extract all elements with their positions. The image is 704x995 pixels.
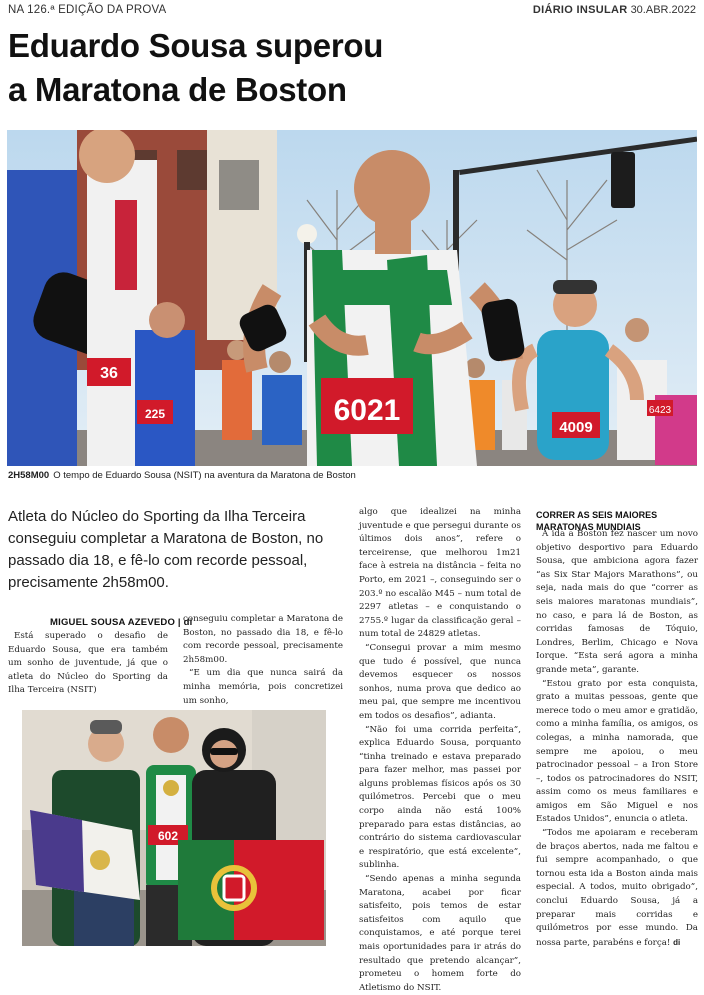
main-photo (7, 130, 697, 466)
col1-paragraph: Está superado o desafio de Eduardo Sousa, que era também um sonho de juventude, já que o atleta do Núcleo do Sporting da Ilha Terceira (NSIT) (8, 631, 168, 696)
edition-label: NA 126.ª EDIÇÃO DA PROVA (8, 4, 167, 16)
col2-paragraph-2: “E um dia que nunca sairá da minha memória, pois concretizei um sonho, (183, 668, 343, 706)
col3-paragraph-3: “Não foi uma corrida perfeita”, explica Eduardo Sousa, porquanto “tinha treinado e estava preparado para fazer melhor, mas passei por alguns problemas físicos após os 30 quilómetros. Percebi que o meu corpo ainda não está 100% preparado para estas distâncias, ao contrário do sistema cardiovascular e respiratório, que está excelente”, sublinha. (359, 724, 521, 871)
caption-text: O tempo de Eduardo Sousa (NSIT) na aventura da Maratona de Boston (53, 470, 356, 481)
col4-paragraph-3-text: “Todos me apoiaram e receberam de braços abertos, nada me faltou e fui sempre acompanhado, o que tornou esta ida a Boston ainda mais especial. A todos, muito obrigado”, conclui Eduardo Sousa, já a preparar mais corridas e quilómetros por esse mundo. Da nossa parte, parabéns e força! (536, 828, 698, 948)
byline: MIGUEL SOUSA AZEVEDO | di (50, 617, 193, 628)
section-subhead: CORRER AS SEIS MAIORES MARATONAS MUNDIAIS (536, 510, 658, 532)
photo-caption (8, 470, 356, 481)
bib-right: 4009 (559, 419, 593, 436)
caption-time: 2H58M00 (8, 470, 50, 481)
body-column-4 (536, 528, 698, 950)
bib-far: 6423 (648, 405, 672, 416)
group-photo (22, 710, 326, 946)
publication-info (533, 4, 696, 16)
col3-paragraph-4: “Sendo apenas a minha segunda Maratona, acabei por ficar satisfeito, pois temos de estar satisfeitos com aquilo que conquistamos, e até porque terei mais oportunidades para ir atrás do resultado que pretendo alcançar”, prometeu o homem forte do Atletismo do NSIT. (359, 874, 521, 993)
col4-paragraph-1: A ida a Boston fez nascer um novo objetivo desportivo para Eduardo Sousa, que ambiciona agora fazer “as Six Star Majors Marathons”, ou seja, nada mais do que “correr as seis maiores maratonas mundiais”, no caso, e para lá de Boston, as corridas famosas de Tóquio, Londres, Berlim, Chicago e Nova Iorque. “Esta será agora a minha grande meta”, garante. (536, 529, 698, 675)
col4-paragraph-2: “Estou grato por esta conquista, grato a muitas pessoas, gente que merece todo o meu amor e gratidão, como a minha família, os amigos, os colegas, a minha namorada, que sempre me apoiou, o meu patrocinador pessoal – a Iron Store –, todos os patrocinadores do NSIT, assim como os meus familiares e amigos em São Miguel e nos Estados Unidos”, enuncia o atleta. (536, 678, 698, 825)
bib-small: 602 (157, 829, 179, 843)
body-column-3 (359, 506, 521, 995)
publication-name: DIÁRIO INSULAR (532, 4, 628, 16)
body-column-2 (183, 613, 343, 708)
article-lead: Atleta do Núcleo do Sporting da Ilha Terceira conseguiu completar a Maratona de Boston, no passado dia 18, e fê-lo com recorde pessoal, precisamente 2h58m00. (8, 508, 324, 591)
col3-paragraph-2: “Consegui provar a mim mesmo que tudo é possível, que nunca devemos esquecer os nossos sonhos, numa prova que dedico ao meu pai, que sempre me incentivou em todos os desafios”, adianta. (359, 642, 521, 721)
col3-paragraph-1: algo que idealizei na minha juventude e que persegui durante os últimos dois anos”, refere o terceirense, que melhorou 1m21 face à estreia na distância – feita no Porto, em 2021 –, conseguindo ser o 203.º no escalão M45 – num total de 2297 atletas – e conquistando o 2755.º lugar da classificação geral – num total de 24829 atletas. (359, 507, 521, 640)
title-line-1: Eduardo Sousa superou (8, 27, 384, 64)
col2-paragraph-1: conseguiu completar a Maratona de Boston, no passado dia 18, e fê-lo com recorde pessoal, precisamente 2h58m00. (183, 614, 343, 665)
body-column-1 (8, 630, 168, 698)
col4-paragraph-3 (536, 827, 698, 950)
bib-left-2: 36 (100, 365, 118, 382)
end-mark: di (673, 937, 681, 947)
title-line-2: a Maratona de Boston (8, 71, 347, 108)
publication-date: 30.ABR.2022 (630, 4, 696, 16)
article-title (8, 24, 668, 112)
bib-main: 6021 (333, 394, 401, 427)
bib-left-1: 225 (144, 407, 166, 421)
